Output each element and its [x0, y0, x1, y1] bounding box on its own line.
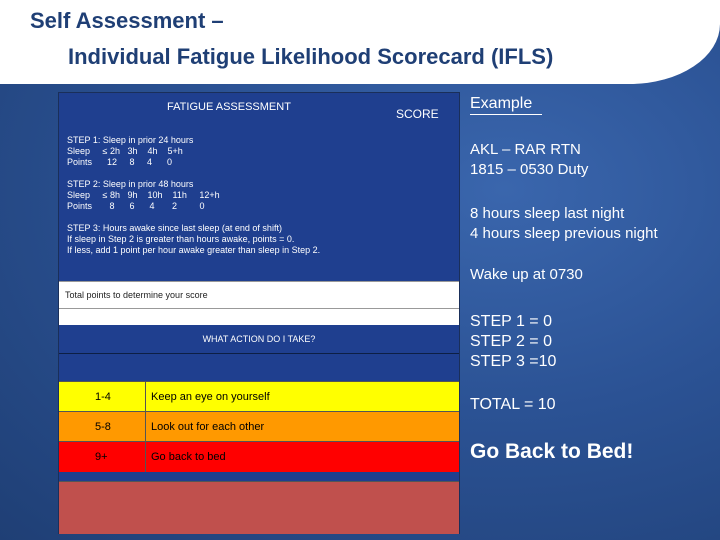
step1-points-row: Points 12 8 4 0 — [67, 157, 173, 167]
action-table — [59, 325, 459, 533]
step3-line3: If less, add 1 point per hour awake greater than sleep in Step 2. — [67, 245, 321, 255]
total-points-row — [59, 281, 459, 309]
example-wake-time: Wake up at 0730 — [470, 266, 583, 283]
step1-sleep-row: Sleep ≤ 2h 3h 4h 5+h — [67, 146, 183, 156]
action-range: 5-8 — [95, 421, 111, 433]
action-text: Go back to bed — [151, 451, 226, 463]
step3-title: STEP 3: Hours awake since last sleep (at end of shift) — [67, 223, 282, 233]
action-header: WHAT ACTION DO I TAKE? — [202, 334, 316, 344]
example-step3-result: STEP 3 =10 — [470, 353, 557, 370]
example-step-results — [470, 312, 556, 372]
row-divider — [145, 442, 146, 472]
fatigue-assessment-header: FATIGUE ASSESSMENT — [59, 93, 399, 121]
example-step2-result: STEP 2 = 0 — [470, 333, 552, 350]
example-sleep — [470, 204, 658, 244]
step2-points-row: Points 8 6 4 2 0 — [67, 201, 205, 211]
action-row-low — [59, 381, 459, 412]
example-total-result: TOTAL = 10 — [470, 396, 556, 413]
score-header: SCORE — [396, 107, 439, 121]
action-spacer-row — [59, 353, 459, 382]
example-label: Example — [470, 95, 533, 112]
row-divider — [145, 382, 146, 412]
action-row-medium — [59, 411, 459, 442]
example-flight — [470, 140, 588, 180]
action-row-high — [59, 441, 459, 472]
example-underline — [470, 114, 542, 115]
row-divider — [145, 412, 146, 442]
example-flight-route: AKL – RAR RTN — [470, 141, 581, 158]
action-range: 9+ — [95, 451, 108, 463]
example-step1-result: STEP 1 = 0 — [470, 313, 552, 330]
fatigue-assessment-panel — [58, 92, 460, 534]
step2-sleep-row: Sleep ≤ 8h 9h 10h 11h 12+h — [67, 190, 220, 200]
example-sleep-last-night: 8 hours sleep last night — [470, 205, 625, 222]
slide-title-line2: Individual Fatigue Likelihood Scorecard (IFLS) — [68, 44, 554, 69]
step3-line2: If sleep in Step 2 is greater than hours awake, points = 0. — [67, 234, 295, 244]
action-empty-row — [59, 481, 459, 534]
slide-title-line1: Self Assessment – — [30, 8, 224, 33]
example-conclusion: Go Back to Bed! — [470, 440, 634, 463]
step1-title: STEP 1: Sleep in prior 24 hours — [67, 135, 194, 145]
example-sleep-previous-night: 4 hours sleep previous night — [470, 225, 658, 242]
steps-section — [59, 121, 459, 291]
example-flight-duty: 1815 – 0530 Duty — [470, 161, 589, 178]
total-points-label: Total points to determine your score — [65, 290, 208, 300]
action-text: Keep an eye on yourself — [151, 391, 270, 403]
action-text: Look out for each other — [151, 421, 265, 433]
step2-title: STEP 2: Sleep in prior 48 hours — [67, 179, 194, 189]
action-range: 1-4 — [95, 391, 111, 403]
